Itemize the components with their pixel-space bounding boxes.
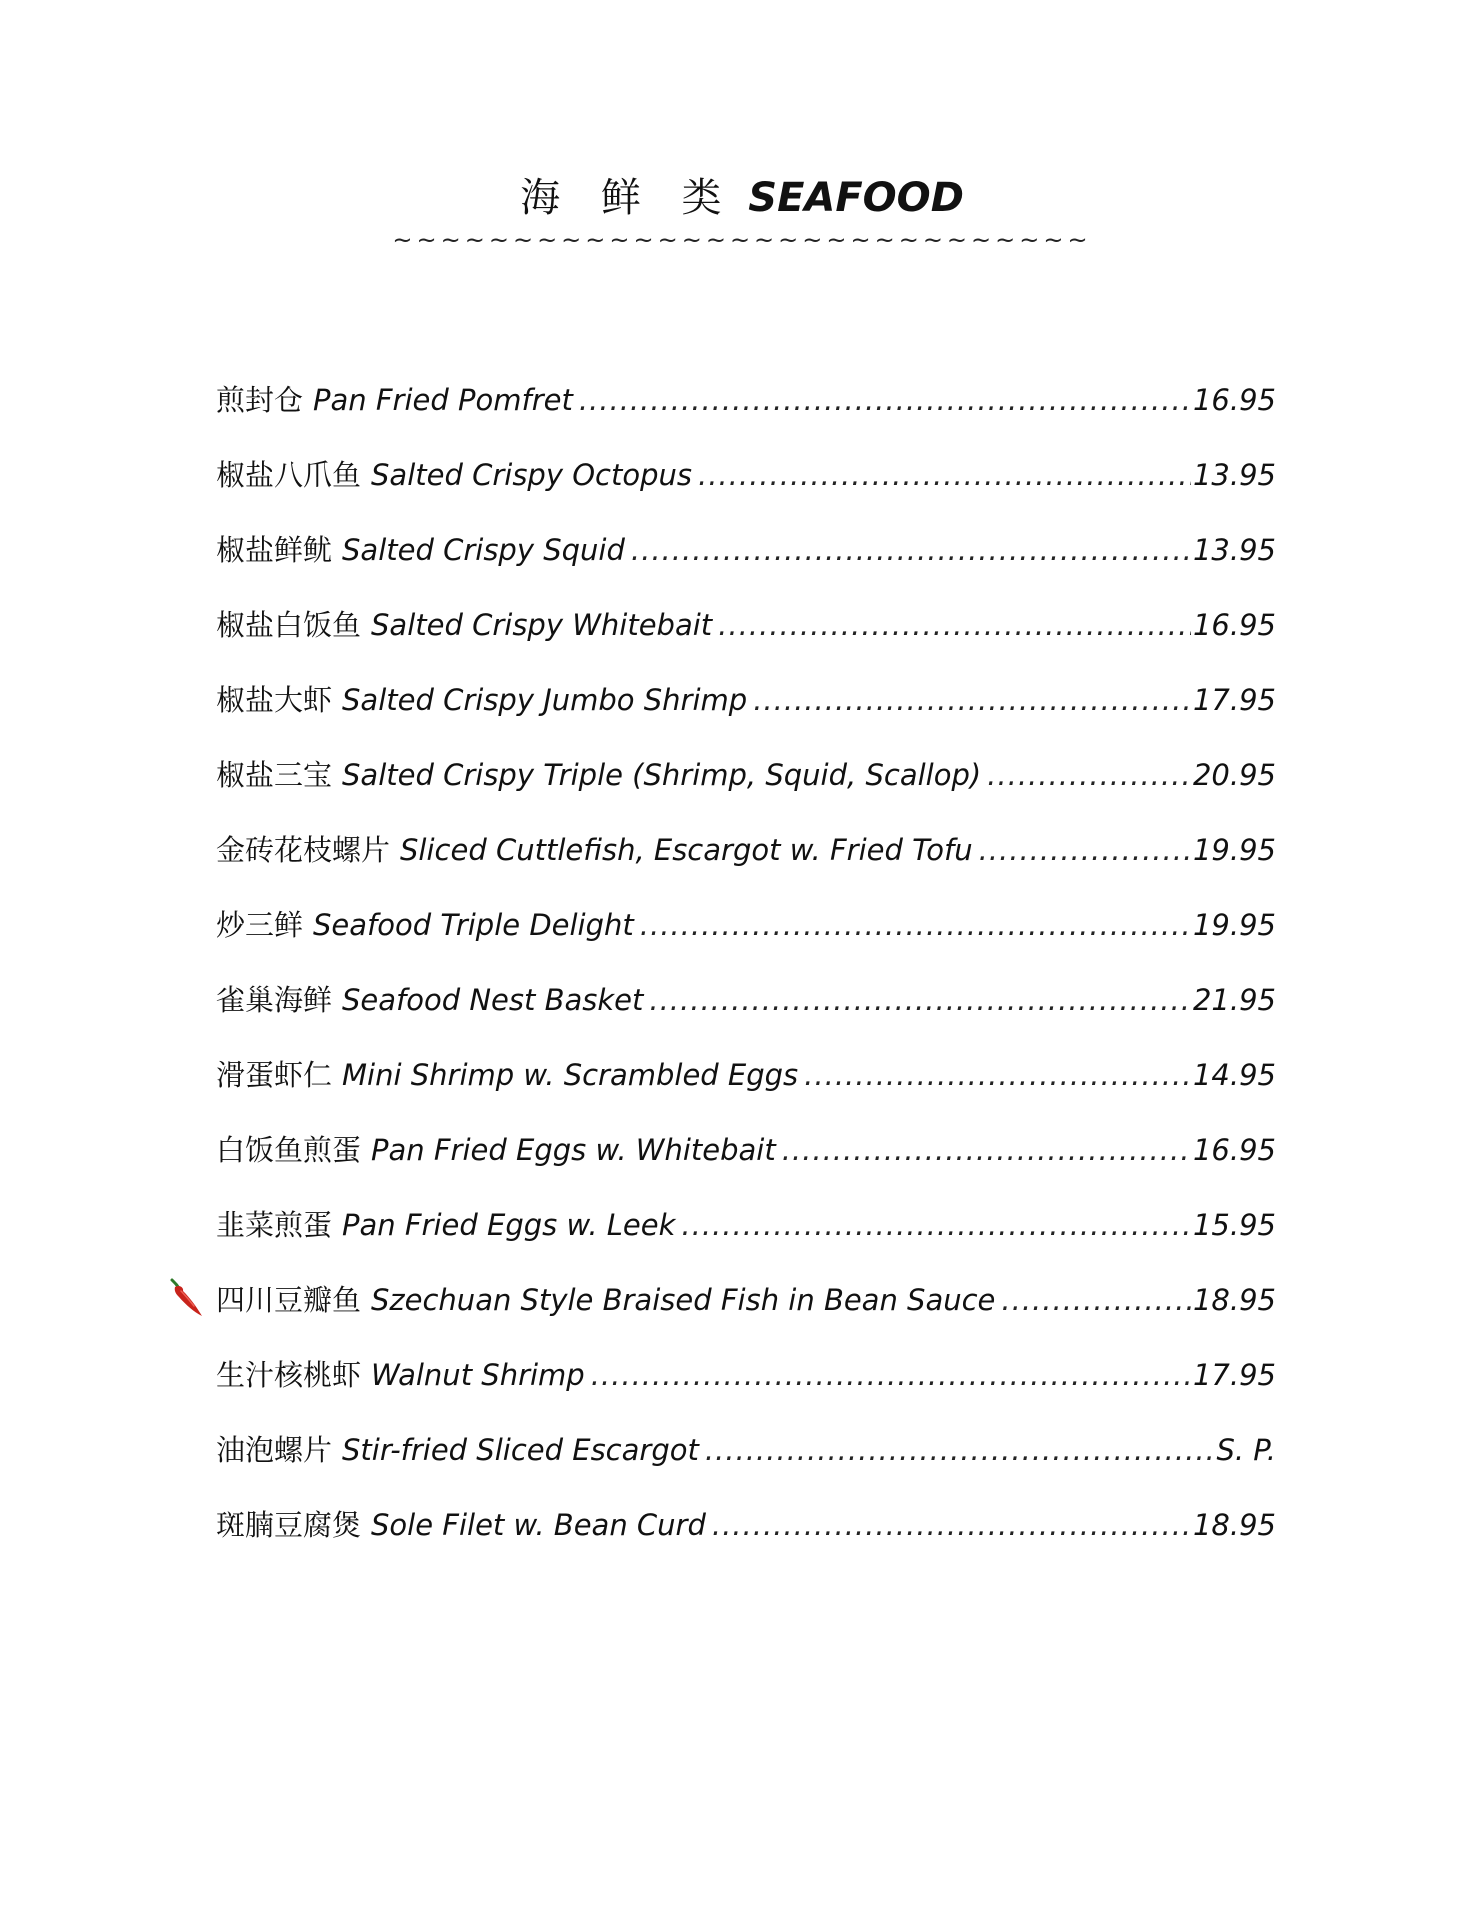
menu-item (216, 903, 1276, 978)
dish-price: 15.95 (1192, 1208, 1276, 1242)
dish-name-english: Pan Fried Eggs w. Whitebait (371, 1133, 776, 1167)
menu-item (216, 978, 1276, 1053)
menu-item (216, 1128, 1276, 1203)
dish-name-english: Pan Fried Pomfret (313, 383, 573, 417)
menu-item (216, 453, 1276, 528)
menu-item (216, 1203, 1276, 1278)
dot-leader (649, 983, 1191, 1017)
seafood-menu-list (216, 378, 1276, 1578)
page-title (0, 172, 1484, 224)
dish-name-english: Walnut Shrimp (371, 1358, 585, 1392)
dish-name-english: Salted Crispy Squid (342, 533, 625, 567)
dish-name-english: Szechuan Style Braised Fish in Bean Sauce (371, 1283, 996, 1317)
dot-leader (631, 533, 1191, 567)
menu-item (216, 603, 1276, 678)
dot-leader (591, 1358, 1191, 1392)
dot-leader (1001, 1283, 1191, 1317)
dish-name-english: Sole Filet w. Bean Curd (371, 1508, 706, 1542)
dish-price: 13.95 (1192, 533, 1276, 567)
dish-name-english: Pan Fried Eggs w. Leek (342, 1208, 676, 1242)
dish-name-chinese: 炒三鲜 (216, 908, 304, 942)
dish-name-english: Salted Crispy Octopus (371, 458, 692, 492)
dish-name-chinese: 雀巢海鲜 (216, 983, 333, 1017)
dish-name-chinese: 斑腩豆腐煲 (216, 1508, 362, 1542)
dish-name-english: Stir-fried Sliced Escargot (342, 1433, 699, 1467)
chili-pepper-icon (166, 1276, 206, 1320)
dish-name-english: Salted Crispy Whitebait (371, 608, 713, 642)
dish-price: 16.95 (1192, 1133, 1276, 1167)
dish-name-chinese: 椒盐白饭鱼 (216, 608, 362, 642)
dish-name-chinese: 椒盐三宝 (216, 758, 333, 792)
dish-name-chinese: 白饭鱼煎蛋 (216, 1133, 362, 1167)
dot-leader (804, 1058, 1191, 1092)
dot-leader (698, 458, 1191, 492)
dish-price: S. P. (1216, 1433, 1276, 1467)
dish-name-chinese: 四川豆瓣鱼 (216, 1283, 362, 1317)
dot-leader (640, 908, 1191, 942)
menu-item (216, 678, 1276, 753)
menu-item (216, 828, 1276, 903)
dish-name-chinese: 椒盐大虾 (216, 683, 333, 717)
dish-name-chinese: 油泡螺片 (216, 1433, 333, 1467)
dot-leader (782, 1133, 1191, 1167)
dish-name-chinese: 煎封仓 (216, 383, 304, 417)
dish-name-chinese: 滑蛋虾仁 (216, 1058, 333, 1092)
dish-price: 19.95 (1192, 908, 1276, 942)
dot-leader (681, 1208, 1191, 1242)
dot-leader (753, 683, 1191, 717)
menu-item-spicy (216, 1278, 1276, 1353)
dish-name-chinese: 韭菜煎蛋 (216, 1208, 333, 1242)
dish-price: 16.95 (1192, 383, 1276, 417)
dot-leader (705, 1433, 1215, 1467)
menu-item (216, 1353, 1276, 1428)
title-divider: ~~~~~~~~~~~~~~~~~~~~~~~~~~~~~ (392, 226, 1092, 254)
title-english: SEAFOOD (748, 175, 964, 221)
menu-item (216, 378, 1276, 453)
dish-price: 14.95 (1192, 1058, 1276, 1092)
dish-price: 21.95 (1192, 983, 1276, 1017)
dot-leader (987, 758, 1191, 792)
dish-name-english: Mini Shrimp w. Scrambled Eggs (342, 1058, 799, 1092)
dish-price: 17.95 (1192, 1358, 1276, 1392)
dish-name-chinese: 椒盐八爪鱼 (216, 458, 362, 492)
dish-price: 13.95 (1192, 458, 1276, 492)
dot-leader (579, 383, 1191, 417)
menu-item (216, 1053, 1276, 1128)
menu-header (0, 172, 1484, 252)
menu-item (216, 753, 1276, 828)
dish-name-english: Salted Crispy Jumbo Shrimp (342, 683, 748, 717)
menu-item (216, 528, 1276, 603)
dish-price: 20.95 (1192, 758, 1276, 792)
dish-name-chinese: 生汁核桃虾 (216, 1358, 362, 1392)
dish-name-chinese: 金砖花枝螺片 (216, 833, 391, 867)
dish-price: 19.95 (1192, 833, 1276, 867)
dish-price: 17.95 (1192, 683, 1276, 717)
dish-name-english: Seafood Nest Basket (342, 983, 644, 1017)
dish-price: 16.95 (1192, 608, 1276, 642)
menu-item (216, 1428, 1276, 1503)
dish-name-english: Sliced Cuttlefish, Escargot w. Fried Tofu (400, 833, 973, 867)
title-chinese: 海 鲜 类 (520, 175, 736, 221)
dot-leader (979, 833, 1191, 867)
dish-price: 18.95 (1192, 1508, 1276, 1542)
dish-name-english: Seafood Triple Delight (313, 908, 634, 942)
menu-item (216, 1503, 1276, 1578)
dot-leader (718, 608, 1191, 642)
dish-name-english: Salted Crispy Triple (Shrimp, Squid, Scallop) (342, 758, 982, 792)
dot-leader (712, 1508, 1191, 1542)
dish-name-chinese: 椒盐鲜鱿 (216, 533, 333, 567)
dish-price: 18.95 (1192, 1283, 1276, 1317)
